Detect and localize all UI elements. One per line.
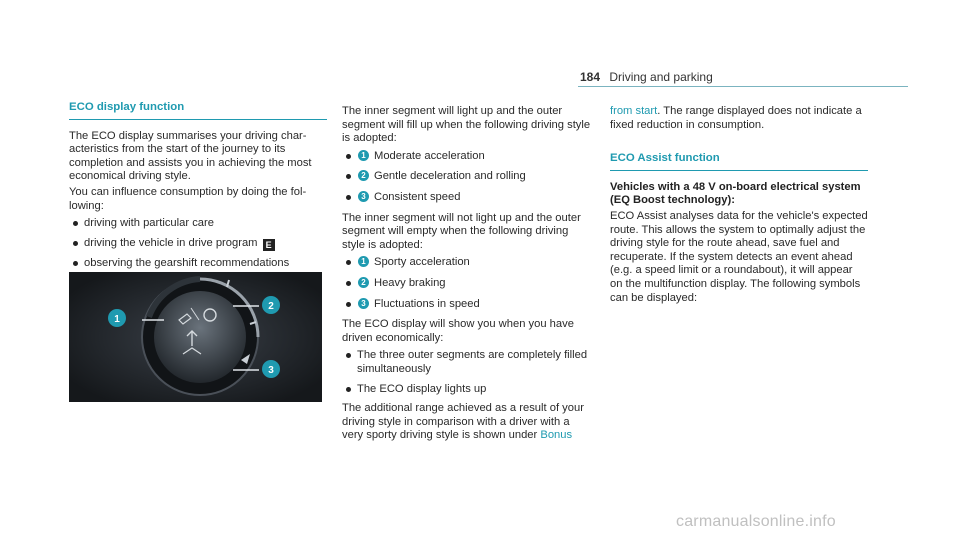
list-item: 2 Gentle deceleration and rolling — [342, 170, 592, 184]
inner-nolight-text: The inner segment will not light up and the outer segment will empty when the following driving style is adopted: — [342, 211, 581, 251]
eco-display-figure — [69, 272, 322, 402]
list-item: 1 Sporty acceleration — [342, 256, 592, 270]
list-item: observing the gearshift recommendations — [69, 257, 327, 271]
list-item: driving the vehicle in drive program E — [69, 237, 327, 251]
list-item: 2 Heavy braking — [342, 277, 592, 291]
bonus-link[interactable]: Bonus — [540, 429, 573, 442]
callout-2-label: 2 — [268, 301, 274, 312]
light-list — [342, 150, 592, 205]
header-rule — [578, 86, 908, 87]
from-start-link[interactable]: from start — [610, 105, 658, 117]
influence-list — [69, 217, 327, 270]
nolight-list — [342, 256, 592, 311]
chapter-title: Driving and parking — [609, 70, 713, 84]
num-3-icon: 3 — [358, 191, 369, 202]
num-2-icon: 2 — [358, 277, 369, 288]
list-item: 3 Consistent speed — [342, 191, 592, 205]
num-3-icon: 3 — [358, 298, 369, 309]
page-number: 184 — [580, 70, 601, 84]
eco-show-text: The ECO display will show you when you have driven economically: — [342, 318, 574, 344]
list-item: driving with particular care — [69, 217, 327, 231]
num-2-icon: 2 — [358, 170, 369, 181]
column-1 — [69, 101, 327, 276]
list-item: 1 Moderate acceleration — [342, 150, 592, 164]
column-3 — [610, 105, 868, 307]
column-2 — [342, 105, 592, 445]
eco-assist-subtitle: Vehicles with a 48 V on-board electrical system (EQ Boost technology): — [610, 180, 861, 207]
range-text: from start. The range displayed does not indicate a fixed reduction in consumption. — [610, 105, 862, 131]
list-item: 3 Fluctuations in speed — [342, 298, 592, 312]
additional-range-text: The additional range achieved as a result of your driving style in comparison with a driver with a very sporty driving style is shown under Bonus — [342, 402, 584, 442]
drive-program-e-icon: E — [263, 239, 275, 251]
eco-assist-body: ECO Assist analyses data for the vehicle's expected route. This allows the system to optimally adjust the driving style for the route ahead, save fuel and recuperate. If the system detects an event ahead (e.g. a speed limit or a roundabout), it will appear on the multifunction display. The following symbols can be displayed: — [610, 209, 868, 304]
eco-display-title: ECO display function — [69, 101, 327, 120]
callout-3-label: 3 — [268, 365, 274, 376]
page-header — [580, 70, 713, 84]
eco-assist-title: ECO Assist function — [610, 152, 868, 171]
eco-intro: The ECO display summarises your driving characteristics from the start of the journey to its completion and assists you in achieving the most economical driving style. — [69, 129, 312, 183]
list-item: The ECO display lights up — [342, 383, 592, 397]
eco-influence: You can influence consumption by doing the following: — [69, 185, 307, 212]
callout-1-label: 1 — [114, 314, 120, 325]
watermark: carmanualsonline.info — [676, 513, 836, 530]
num-1-icon: 1 — [358, 150, 369, 161]
list-item: The three outer segments are completely filled simultaneously — [342, 349, 592, 376]
inner-light-text: The inner segment will light up and the outer segment will fill up when the following driving style is adopted: — [342, 105, 591, 145]
eco-gauge-illustration — [69, 272, 322, 402]
num-1-icon: 1 — [358, 256, 369, 267]
show-list — [342, 349, 592, 396]
